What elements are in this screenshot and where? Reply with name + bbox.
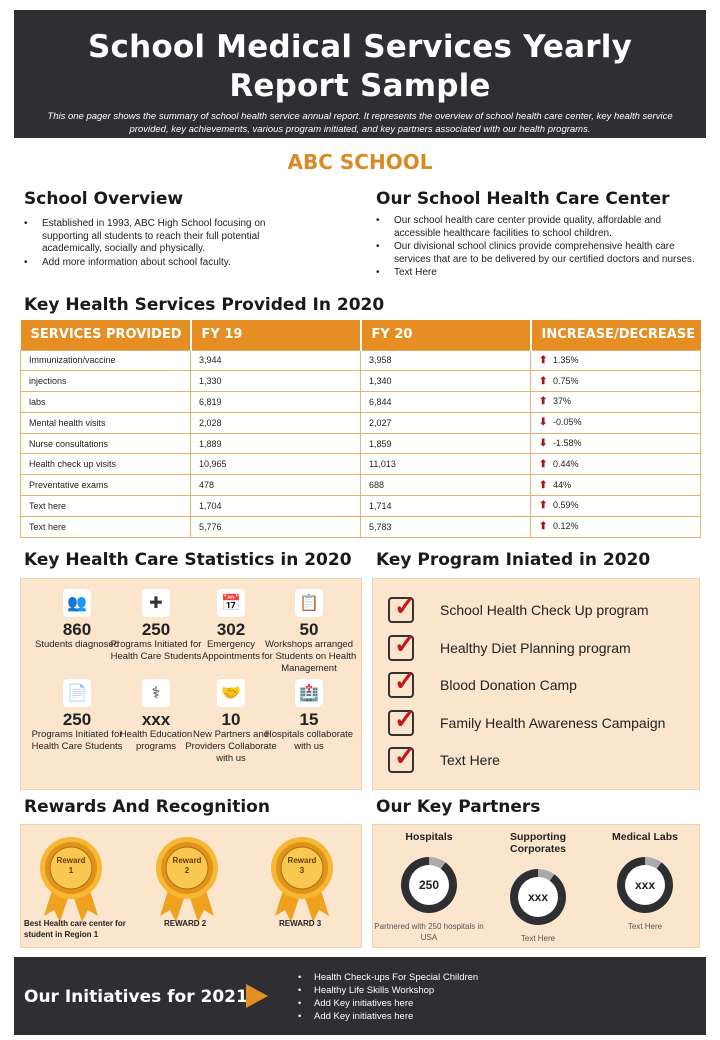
table-row <box>21 496 701 517</box>
header-banner <box>14 10 706 138</box>
program-label: Blood Donation Camp <box>440 677 577 693</box>
overview-bullet: • Established in 1993, ABC High School focusing on supporting all students to reach their full potential academically, socially and physically. <box>24 218 314 256</box>
donut-ring-icon <box>510 869 566 925</box>
arrow-down-icon: ⬇ <box>539 417 548 429</box>
partner-description: Text Here <box>627 922 663 931</box>
service-name-cell: Mental health visits <box>21 412 191 433</box>
initiative-item: • Add Key initiatives here <box>298 997 478 1010</box>
title-line-2: Report Sample <box>229 68 491 104</box>
partner-description: Text Here <box>520 934 556 943</box>
partner-title: Medical Labs <box>612 831 678 843</box>
title-line-1: School Medical Services Yearly <box>88 29 632 65</box>
column-header: FY 20 <box>361 320 531 350</box>
service-name-cell: injections <box>21 371 191 392</box>
medal-icon <box>267 834 337 929</box>
change-cell <box>531 454 701 475</box>
medal-icon <box>152 834 222 929</box>
medal-icon <box>36 834 106 929</box>
program-item <box>388 741 500 775</box>
change-value: 37% <box>553 396 572 407</box>
change-value: 1.35% <box>553 354 579 365</box>
service-name-cell: Immunization/vaccine <box>21 350 191 371</box>
program-item <box>388 666 577 700</box>
partner-value: xxx <box>518 877 558 917</box>
stat-label: Programs Initiated for Health Care Students <box>31 729 123 752</box>
change-cell <box>531 496 701 517</box>
fy19-cell: 478 <box>191 475 361 496</box>
fy19-cell: 1,704 <box>191 496 361 517</box>
partner-description: Partnered with 250 hospitals in USA <box>374 922 484 942</box>
fy20-cell: 2,027 <box>361 412 531 433</box>
program-label: Healthy Diet Planning program <box>440 639 631 656</box>
partners-title: Our Key Partners <box>376 797 541 817</box>
stat-label: Health Education programs <box>119 729 193 752</box>
arrow-up-icon: ⬆ <box>539 458 548 470</box>
service-name-cell: Nurse consultations <box>21 433 191 454</box>
service-name-cell: labs <box>21 392 191 413</box>
change-value: -1.58% <box>553 438 582 449</box>
presentation-icon: 📋 <box>295 589 323 617</box>
handshake-icon: 🤝 <box>217 679 245 707</box>
fy19-cell: 5,776 <box>191 516 361 537</box>
partner-value: 250 <box>409 865 449 905</box>
fy20-cell: 5,783 <box>361 516 531 537</box>
donut-ring-icon <box>617 857 673 913</box>
service-name-cell: Text here <box>21 516 191 537</box>
fy19-cell: 1,889 <box>191 433 361 454</box>
table-row <box>21 412 701 433</box>
programs-title: Key Program Iniated in 2020 <box>376 550 651 570</box>
services-table-body <box>21 350 701 537</box>
service-name-cell: Health check up visits <box>21 454 191 475</box>
change-cell <box>531 475 701 496</box>
checkbox-check-icon: ✓ <box>388 595 420 625</box>
care-center-bullet: • Our school health care center provide quality, affordable and accessible healthcare facilities to school children. <box>376 215 698 240</box>
reward-label: REWARD 2 <box>164 919 207 928</box>
program-label: Text Here <box>440 752 500 768</box>
stat-item <box>259 679 359 753</box>
change-cell <box>531 392 701 413</box>
stat-label: Programs Initiated for Health Care Students <box>110 639 202 662</box>
fy19-cell: 3,944 <box>191 350 361 371</box>
column-header: SERVICES PROVIDED <box>21 320 191 350</box>
initiative-item: • Add Key initiatives here <box>298 1010 478 1023</box>
partner-value: xxx <box>625 865 665 905</box>
initiatives-list <box>298 971 478 1023</box>
page-title <box>14 10 706 106</box>
change-cell <box>531 516 701 537</box>
care-center-bullet: • Our divisional school clinics provide comprehensive health care services that are to be delivered by our certified doctors and nurses. <box>376 241 698 266</box>
stat-number: 860 <box>62 620 92 639</box>
hospital-icon: 🏥 <box>295 679 323 707</box>
medal-number: 2 <box>184 866 190 875</box>
statistics-panel <box>20 578 362 790</box>
overview-bullet: • Add more information about school faculty. <box>24 257 314 270</box>
arrow-up-icon: ⬆ <box>539 396 548 408</box>
stat-number: 50 <box>299 620 319 639</box>
fy20-cell: 1,340 <box>361 371 531 392</box>
partner-item <box>483 831 593 944</box>
stat-number: xxx <box>141 710 171 729</box>
medical-hand-icon: ✚ <box>142 589 170 617</box>
overview-list <box>24 218 314 270</box>
donut-ring-icon <box>401 857 457 913</box>
initiatives-title: Our Initiatives for 2021 <box>24 987 248 1007</box>
fy19-cell: 2,028 <box>191 412 361 433</box>
table-header-row <box>21 320 701 350</box>
overview-title: School Overview <box>24 189 184 209</box>
stat-label: New Partners and Providers Collaborate with us <box>185 729 277 764</box>
care-center-list <box>376 215 698 281</box>
reward-label: REWARD 3 <box>279 919 322 928</box>
arrow-up-icon: ⬆ <box>539 479 548 491</box>
program-item <box>388 628 631 663</box>
program-item <box>388 703 666 738</box>
stat-label: Hospitals collaborate with us <box>264 729 354 752</box>
program-label: School Health Check Up program <box>440 602 649 618</box>
medal-word: Reward <box>287 856 317 865</box>
arrow-up-icon: ⬆ <box>539 354 548 366</box>
stat-number: 15 <box>299 710 319 729</box>
partner-item <box>374 831 484 943</box>
fy20-cell: 1,859 <box>361 433 531 454</box>
change-value: 0.75% <box>553 375 579 386</box>
page-subtitle: This one pager shows the summary of school health service annual report. It represents the overview of school health care center, key health service provided, key achievements, various program initiated, and key partners associated with our health programs. <box>47 111 673 135</box>
change-cell <box>531 371 701 392</box>
partner-item <box>590 831 700 932</box>
program-label: Family Health Awareness Campaign <box>440 714 666 731</box>
medal-word: Reward <box>172 856 202 865</box>
stat-number: 10 <box>221 710 241 729</box>
checkbox-check-icon: ✓ <box>388 633 420 663</box>
services-table <box>20 320 701 538</box>
stat-item <box>259 589 359 675</box>
change-cell <box>531 350 701 371</box>
change-value: 0.12% <box>553 521 579 532</box>
change-value: 0.59% <box>553 500 579 511</box>
table-row <box>21 350 701 371</box>
stat-number: 302 <box>216 620 246 639</box>
column-header: INCREASE/DECREASE <box>531 320 701 350</box>
fy19-cell: 1,330 <box>191 371 361 392</box>
fy20-cell: 688 <box>361 475 531 496</box>
checkbox-check-icon: ✓ <box>388 670 420 700</box>
medal-number: 1 <box>68 866 74 875</box>
checkbox-check-icon: ✓ <box>388 708 420 738</box>
change-cell <box>531 412 701 433</box>
table-row <box>21 454 701 475</box>
services-title: Key Health Services Provided In 2020 <box>24 295 385 315</box>
arrow-up-icon: ⬆ <box>539 521 548 533</box>
table-row <box>21 371 701 392</box>
fy20-cell: 11,013 <box>361 454 531 475</box>
medal-word: Reward <box>56 856 86 865</box>
checkbox-check-icon: ✓ <box>388 745 420 775</box>
column-header: FY 19 <box>191 320 361 350</box>
statistics-title: Key Health Care Statistics in 2020 <box>24 550 352 570</box>
fy20-cell: 1,714 <box>361 496 531 517</box>
partner-title: Supporting Corporates <box>509 831 566 855</box>
care-center-bullet: • Text Here <box>376 267 698 280</box>
partner-title: Hospitals <box>405 831 453 843</box>
fy20-cell: 3,958 <box>361 350 531 371</box>
fy19-cell: 10,965 <box>191 454 361 475</box>
rewards-title: Rewards And Recognition <box>24 797 270 817</box>
table-row <box>21 516 701 537</box>
table-row <box>21 392 701 413</box>
change-value: 0.44% <box>553 458 579 469</box>
stat-number: 250 <box>141 620 171 639</box>
people-icon: 👥 <box>63 589 91 617</box>
clipboard-icon: 📄 <box>63 679 91 707</box>
play-arrow-icon <box>246 984 268 1008</box>
stat-label: Workshops arranged for Students on Health Management <box>261 639 357 674</box>
stethoscope-icon: ⚕ <box>142 679 170 707</box>
arrow-up-icon: ⬆ <box>539 375 548 387</box>
stat-number: 250 <box>62 710 92 729</box>
program-item <box>388 591 649 625</box>
calendar-icon: 📅 <box>217 589 245 617</box>
arrow-up-icon: ⬆ <box>539 500 548 512</box>
service-name-cell: Text here <box>21 496 191 517</box>
fy20-cell: 6,844 <box>361 392 531 413</box>
initiative-item: • Healthy Life Skills Workshop <box>298 984 478 997</box>
change-cell <box>531 433 701 454</box>
reward-label: Best Health care center for student in Region 1 <box>24 919 126 939</box>
medal-number: 3 <box>299 866 305 875</box>
stat-label: Emergency Appointments <box>201 639 261 662</box>
change-value: -0.05% <box>553 417 582 428</box>
change-value: 44% <box>553 479 572 490</box>
table-row <box>21 475 701 496</box>
stat-label: Students diagnosed <box>35 639 119 650</box>
table-row <box>21 433 701 454</box>
initiatives-banner <box>14 957 706 1035</box>
service-name-cell: Preventative exams <box>21 475 191 496</box>
school-name: ABC SCHOOL <box>287 150 433 174</box>
arrow-down-icon: ⬇ <box>539 438 548 450</box>
initiative-item: • Health Check-ups For Special Children <box>298 971 478 984</box>
fy19-cell: 6,819 <box>191 392 361 413</box>
care-center-title: Our School Health Care Center <box>376 189 670 209</box>
